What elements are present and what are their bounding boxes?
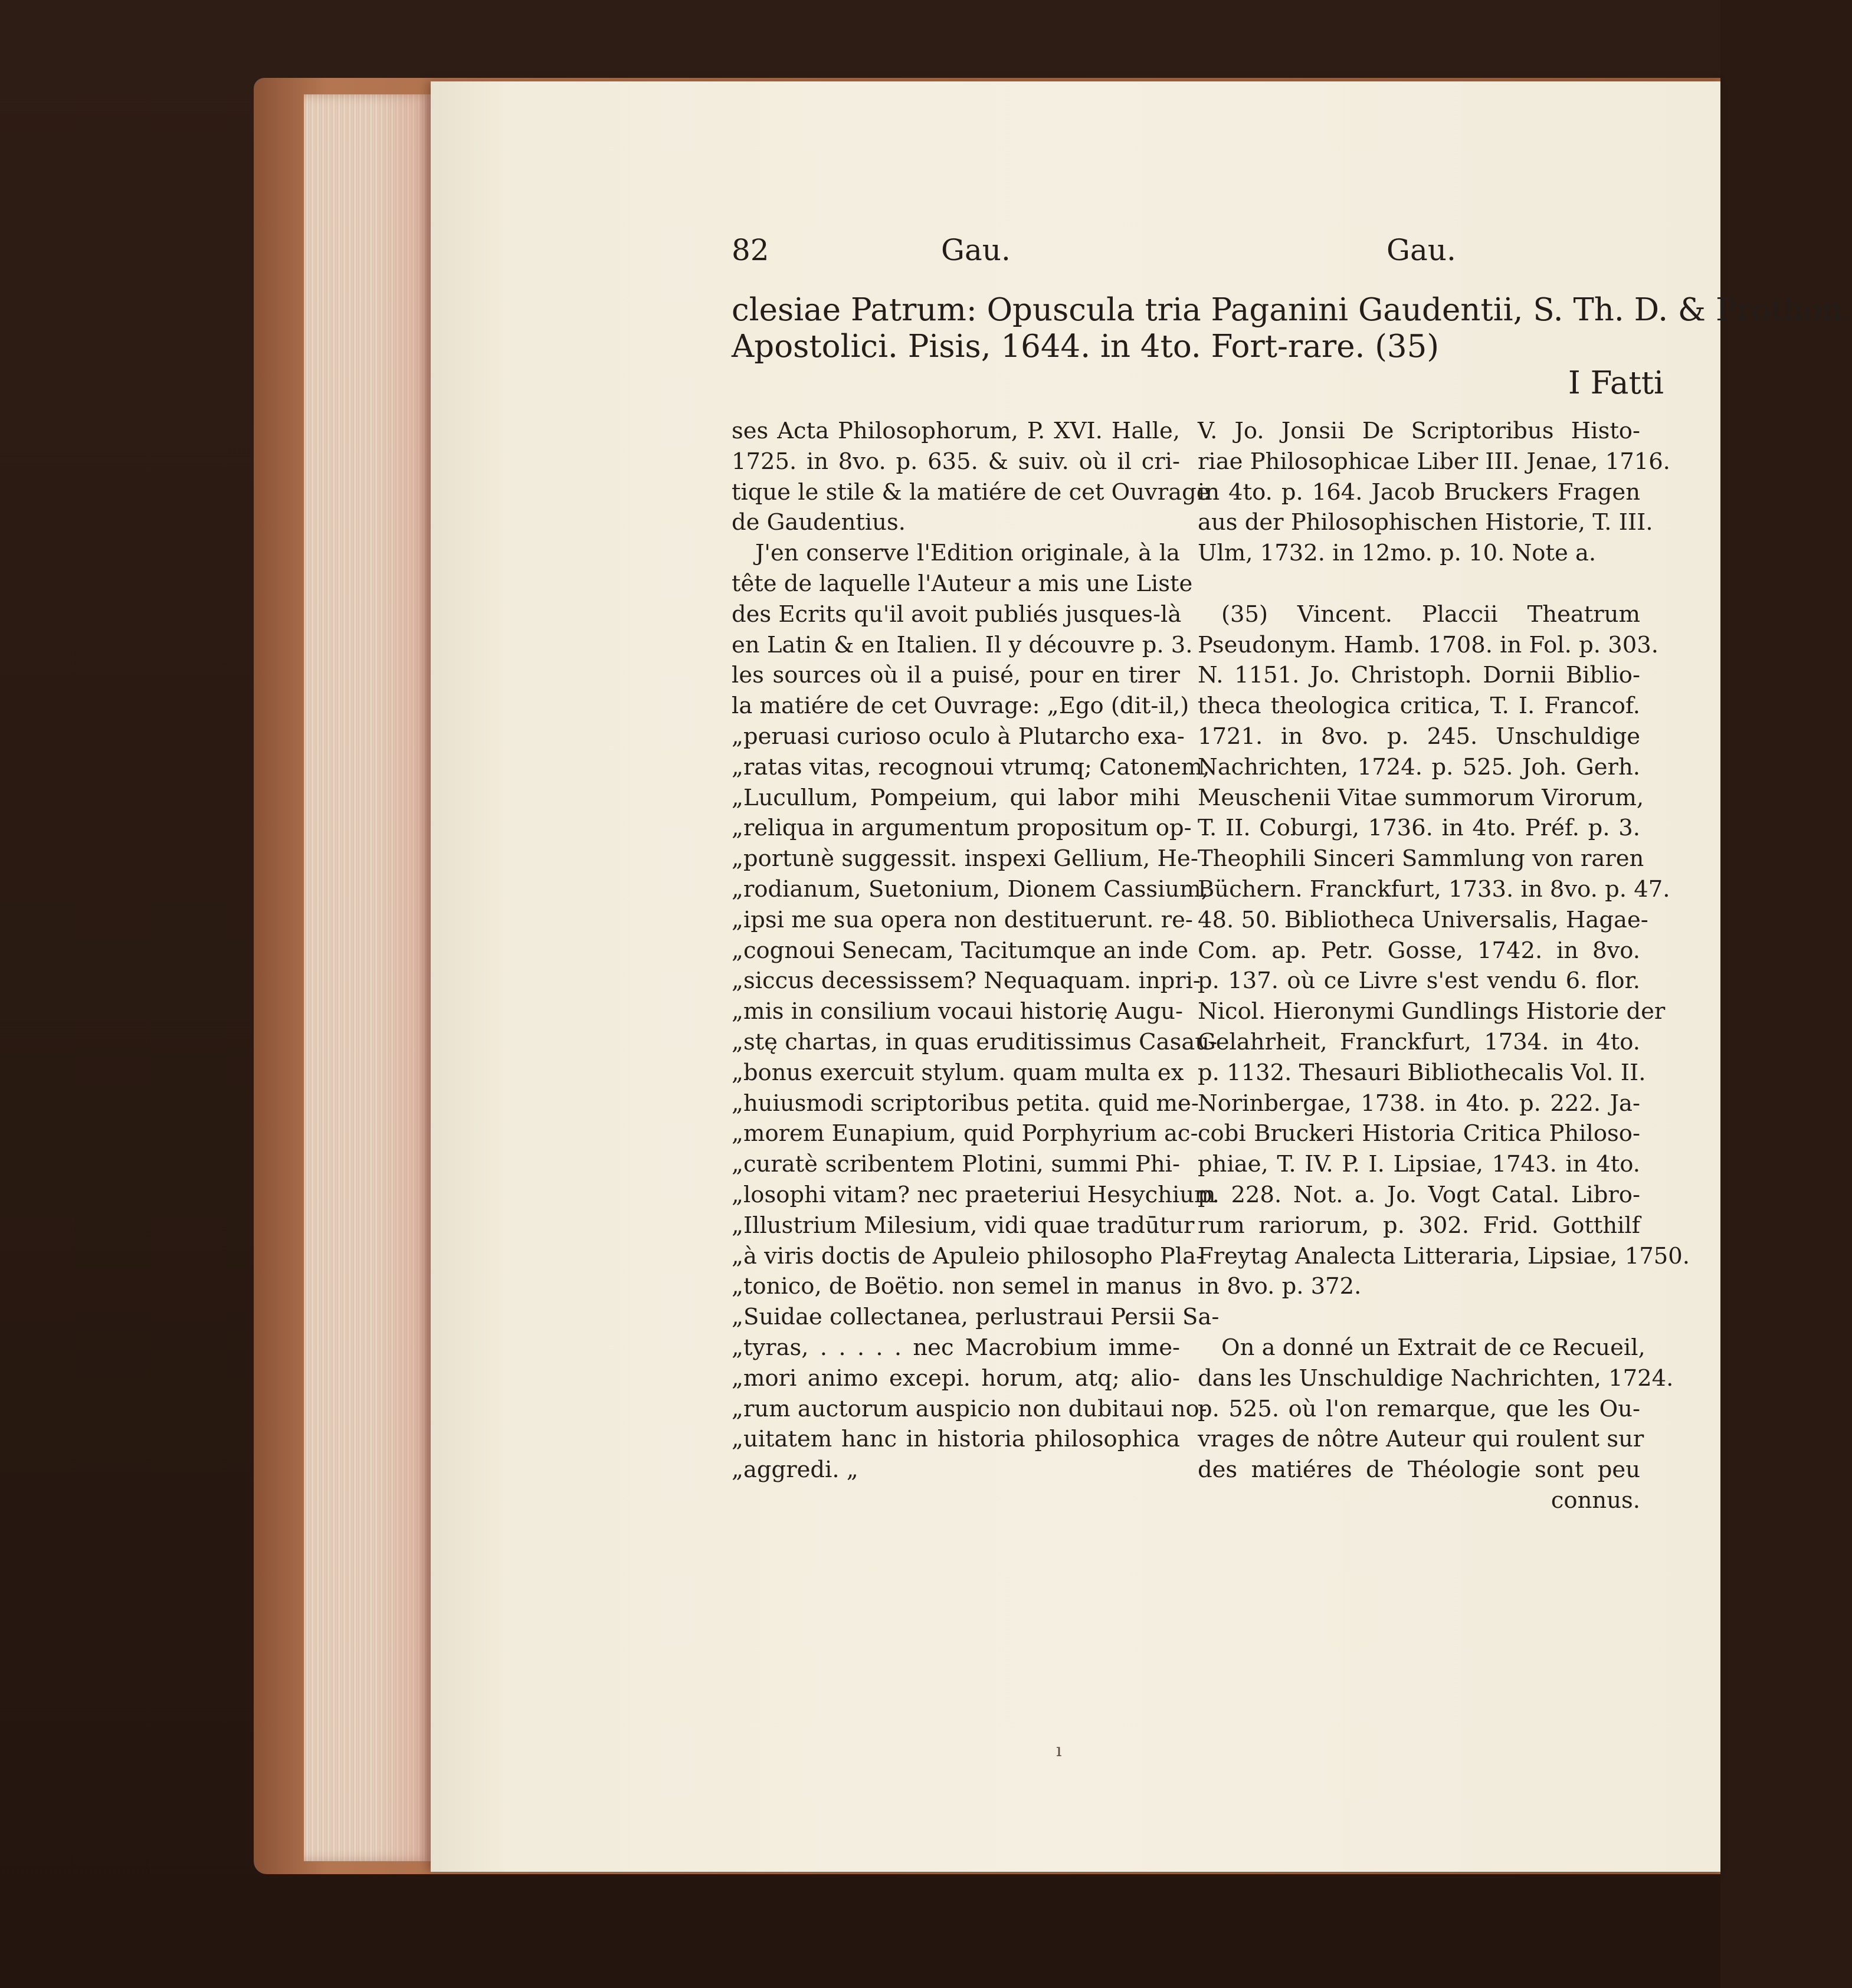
text-line: des matiéres de Théologie sont peu bbox=[1198, 1456, 1640, 1484]
text-line: „portunè suggessit. inspexi Gellium, He- bbox=[732, 845, 1198, 872]
text-line: „mori animo excepi. horum, atq; alio- bbox=[732, 1364, 1180, 1392]
text-line: in 4to. p. 164. Jacob Bruckers Fragen bbox=[1198, 478, 1640, 506]
text-line: „morem Eunapium, quid Porphyrium ac- bbox=[732, 1120, 1198, 1147]
text-line bbox=[1198, 569, 1640, 599]
text-line: (35) Vincent. Placcii Theatrum bbox=[1221, 601, 1640, 628]
text-line: de Gaudentius. bbox=[732, 509, 906, 536]
text-line: riae Philosophicae Liber III. Jenae, 1716. bbox=[1198, 448, 1670, 475]
text-line: „ratas vitas, recognoui vtrumq; Catonem, bbox=[732, 753, 1210, 780]
text-line: V. Jo. Jonsii De Scriptoribus Histo- bbox=[1198, 418, 1640, 444]
text-line: „à viris doctis de Apuleio philosopho Pla- bbox=[732, 1242, 1204, 1269]
text-line: les sources où il a puisé, pour en tirer bbox=[732, 662, 1180, 689]
text-line: vrages de nôtre Auteur qui roulent sur bbox=[1198, 1426, 1644, 1453]
text-line: tête de laquelle l'Auteur a mis une Liste bbox=[732, 570, 1193, 597]
text-line: connus. bbox=[1551, 1487, 1640, 1514]
text-line: „rum auctorum auspicio non dubitaui no- bbox=[732, 1395, 1207, 1422]
text-line: en Latin & en Italien. Il y découvre p. 3. bbox=[732, 631, 1193, 658]
text-line: „aggredi. „ bbox=[732, 1456, 858, 1484]
text-line: Norinbergae, 1738. in 4to. p. 222. Ja- bbox=[1198, 1090, 1640, 1117]
text-line: Nachrichten, 1724. p. 525. Joh. Gerh. bbox=[1198, 753, 1640, 780]
text-line: „rodianum, Suetonium, Dionem Cassium, bbox=[732, 875, 1208, 903]
text-line: phiae, T. IV. P. I. Lipsiae, 1743. in 4to. bbox=[1198, 1151, 1640, 1178]
text-line: Com. ap. Petr. Gosse, 1742. in 8vo. bbox=[1198, 937, 1640, 964]
text-line: N. 1151. Jo. Christoph. Dornii Biblio- bbox=[1198, 662, 1640, 689]
text-line: „huiusmodi scriptoribus petita. quid me- bbox=[732, 1090, 1199, 1117]
text-line: Pseudonym. Hamb. 1708. in Fol. p. 303. bbox=[1198, 631, 1658, 658]
text-line: p. 137. où ce Livre s'est vendu 6. flor. bbox=[1198, 967, 1640, 995]
text-line: ses Acta Philosophorum, P. XVI. Halle, bbox=[732, 418, 1180, 444]
text-line: „tonico, de Boëtio. non semel in manus bbox=[732, 1273, 1182, 1300]
text-line: „stę chartas, in quas eruditissimus Casau- bbox=[732, 1028, 1218, 1055]
text-line: Theophili Sinceri Sammlung von raren bbox=[1198, 845, 1644, 872]
text-line: p. 525. où l'on remarque, que les Ou- bbox=[1198, 1395, 1640, 1422]
text-line: „Lucullum, Pompeium, qui labor mihi bbox=[732, 784, 1180, 811]
text-line: tique le stile & la matiére de cet Ouvrage bbox=[732, 478, 1210, 506]
text-line: „curatè scribentem Plotini, summi Phi- bbox=[732, 1151, 1180, 1178]
text-line: „ipsi me sua opera non destituerunt. re- bbox=[732, 906, 1193, 933]
text-line: Büchern. Franckfurt, 1733. in 8vo. p. 47. bbox=[1198, 875, 1670, 903]
text-line: rum rariorum, p. 302. Frid. Gotthilf bbox=[1198, 1212, 1640, 1239]
text-line: „bonus exercuit stylum. quam multa ex bbox=[732, 1059, 1184, 1086]
text-line: cobi Bruckeri Historia Critica Philoso- bbox=[1198, 1120, 1640, 1147]
text-line: Ulm, 1732. in 12mo. p. 10. Note a. bbox=[1198, 540, 1597, 567]
intro-line-2: Apostolici. Pisis, 1644. in 4to. Fort-rare. (35) bbox=[732, 329, 1440, 365]
page-block-edges bbox=[304, 94, 431, 1861]
running-header bbox=[732, 233, 1456, 280]
text-line: in 8vo. p. 372. bbox=[1198, 1273, 1362, 1300]
text-line: Gelahrheit, Franckfurt, 1734. in 4to. bbox=[1198, 1028, 1640, 1055]
text-line: „tyras, . . . . . nec Macrobium imme- bbox=[732, 1334, 1180, 1361]
text-line: Meuschenii Vitae summorum Virorum, bbox=[1198, 784, 1644, 811]
page-number: 82 bbox=[732, 233, 769, 267]
text-line: „peruasi curioso oculo à Plutarcho exa- bbox=[732, 723, 1185, 750]
text-line: theca theologica critica, T. I. Francof. bbox=[1198, 693, 1640, 720]
text-line: 1721. in 8vo. p. 245. Unschuldige bbox=[1198, 723, 1640, 750]
intro-line-1: clesiae Patrum: Opuscula tria Paganini Gaudentii, S. Th. D. & Prothon. bbox=[732, 292, 1852, 328]
text-line: „cognoui Senecam, Tacitumque an inde bbox=[732, 937, 1189, 964]
text-line: T. II. Coburgi, 1736. in 4to. Préf. p. 3. bbox=[1198, 815, 1640, 842]
text-line: Freytag Analecta Litteraria, Lipsiae, 1750. bbox=[1198, 1242, 1690, 1269]
left-column bbox=[732, 416, 1220, 1485]
text-line: „Illustrium Milesium, vidi quae tradūtur bbox=[732, 1212, 1195, 1239]
text-line: Nicol. Hieronymi Gundlings Historie der bbox=[1198, 998, 1666, 1025]
text-line: 48. 50. Bibliotheca Universalis, Hagae- bbox=[1198, 906, 1648, 933]
running-head-right: Gau. bbox=[1386, 233, 1456, 267]
text-line: „losophi vitam? nec praeteriui Hesychium bbox=[732, 1181, 1216, 1208]
right-column bbox=[1198, 416, 1690, 1516]
footer-mark: ı bbox=[1056, 1740, 1062, 1761]
text-line: J'en conserve l'Edition originale, à la bbox=[755, 540, 1180, 567]
text-line bbox=[1198, 1302, 1640, 1333]
text-line: 1725. in 8vo. p. 635. & suiv. où il cri- bbox=[732, 448, 1180, 475]
text-line: „reliqua in argumentum propositum op- bbox=[732, 815, 1192, 842]
text-line: „Suidae collectanea, perlustraui Persii Sa- bbox=[732, 1304, 1220, 1331]
text-line: dans les Unschuldige Nachrichten, 1724. bbox=[1198, 1364, 1674, 1392]
text-line: aus der Philosophischen Historie, T. III. bbox=[1198, 509, 1653, 536]
running-head-left: Gau. bbox=[941, 233, 1011, 267]
text-line: p. 228. Not. a. Jo. Vogt Catal. Libro- bbox=[1198, 1181, 1640, 1208]
text-line: la matiére de cet Ouvrage: „Ego (dit-il,) bbox=[732, 693, 1189, 720]
text-line: On a donné un Extrait de ce Recueil, bbox=[1221, 1334, 1646, 1361]
text-line: des Ecrits qu'il avoit publiés jusques-là bbox=[732, 601, 1182, 628]
intro-line-3: I Fatti bbox=[1568, 365, 1664, 401]
intro-block bbox=[732, 292, 1852, 402]
text-line: p. 1132. Thesauri Bibliothecalis Vol. II. bbox=[1198, 1059, 1646, 1086]
text-line: „siccus decessissem? Nequaquam. inpri- bbox=[732, 967, 1201, 995]
text-line: „mis in consilium vocaui historię Augu- bbox=[732, 998, 1183, 1025]
text-line: „uitatem hanc in historia philosophica bbox=[732, 1426, 1180, 1453]
